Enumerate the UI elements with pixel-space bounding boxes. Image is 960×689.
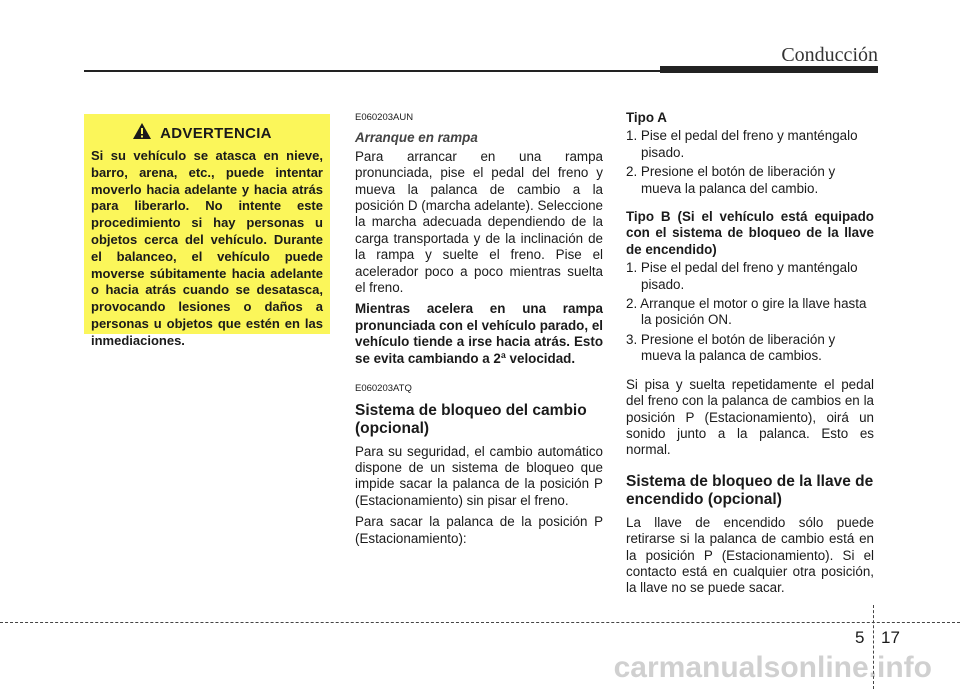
section-body: Para sacar la palanca de la posición P (Estacionamiento):: [355, 514, 603, 546]
page-number: 17: [881, 628, 900, 647]
chapter-title: Conducción: [781, 44, 878, 66]
list-item: 2. Arranque el motor o gire la llave hasta la posición ON.: [626, 296, 867, 328]
header-rule: [84, 70, 664, 72]
chapter-number: 5: [855, 628, 865, 647]
watermark: carmanualsonline.info: [613, 651, 932, 684]
warning-text: Si su vehículo se atasca en nieve, barro, arena, etc., puede intentar moverlo hacia adelante y hacia atrás para liberarlo. No intente este procedimiento si hay personas u objetos cerca del vehículo. Durante el balanceo, el vehículo puede moverse súbitamente hacia adelante o hacia atrás cuando se desatasca, provocando lesiones o daños a personas u objetos que estén en las inmediaciones.: [91, 148, 323, 348]
list-item: 1. Pise el pedal del freno y manténgalo pisado.: [626, 260, 858, 292]
warning-box: [84, 114, 330, 348]
warning-title: ADVERTENCIA: [160, 125, 272, 142]
section-heading: Sistema de bloqueo del cambio (opcional): [355, 401, 587, 437]
type-a-title: Tipo A: [626, 110, 667, 125]
warning-header: [81, 122, 323, 145]
section-body: Para arrancar en una rampa pronunciada, pise el pedal del freno y mueva la palanca de cambio a la posición D (marcha adelante). Seleccione la marcha adecuada dependiendo de la carga transportada y de la inclinación de la rampa y suelte el freno. Pise el acelerador poco a poco mientras suelta el freno.: [355, 148, 603, 296]
footer-divider: [0, 622, 960, 623]
section-heading: Sistema de bloqueo de la llave de encendido (opcional): [626, 472, 874, 508]
warning-triangle-icon: [132, 122, 152, 145]
section-code: E060203AUN: [355, 112, 414, 123]
section-bold-note: Mientras acelera en una rampa pronunciada con el vehículo parado, el vehículo tiende a irse hacia atrás. Esto se evita cambiando a 2ª velocidad.: [355, 301, 603, 366]
list-item: 3. Presione el botón de liberación y mueva la palanca de cambios.: [626, 331, 836, 364]
column-right: [626, 110, 874, 602]
type-b-title: Tipo B (Si el vehículo está equipado con el sistema de bloqueo de la llave de encendido): [626, 209, 874, 257]
type-b-note: Si pisa y suelta repetidamente el pedal del freno con la palanca de cambios en la posición P (Estacionamiento), oirá un sonido junto a la palanca. Esto es normal.: [626, 376, 874, 458]
section-code: E060203ATQ: [355, 383, 412, 395]
section-body: Para su seguridad, el cambio automático dispone de un sistema de bloqueo que impide sacar la palanca de la posición P (Estacionamiento) sin pisar el freno.: [355, 443, 603, 508]
column-middle: [355, 110, 603, 552]
list-item: 1. Pise el pedal del freno y manténgalo pisado.: [626, 128, 858, 160]
section-subtitle: Arranque en rampa: [355, 130, 478, 146]
list-item: 2. Presione el botón de liberación y mueva la palanca del cambio.: [626, 164, 836, 196]
header-rule-thick: [660, 66, 878, 73]
section-body: La llave de encendido sólo puede retirarse si la palanca de cambio está en la posición P (Estacionamiento). Si el contacto está en cualquier otra posición, la llave no se puede sacar.: [626, 514, 874, 596]
